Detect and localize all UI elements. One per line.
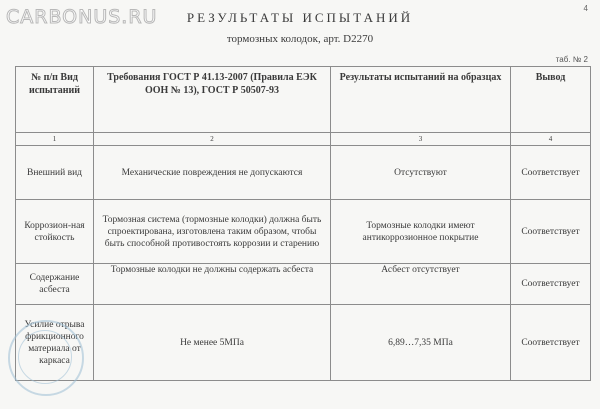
seal-stamp <box>8 320 84 396</box>
cell: Соответствует <box>511 200 591 264</box>
page-number: 4 <box>583 4 588 13</box>
column-number: 3 <box>331 133 511 146</box>
cell: Отсутствуют <box>331 146 511 200</box>
table-row <box>16 305 591 381</box>
results-table <box>15 66 591 381</box>
table-row <box>16 146 591 200</box>
column-number-row <box>16 133 591 146</box>
cell: Тормозная система (тормозные колодки) должна быть спроектирована, изготовлена таким образом, чтобы быть способной противостоять коррозии и старению <box>94 200 331 264</box>
cell: Содержание асбеста <box>16 264 94 305</box>
column-number: 1 <box>16 133 94 146</box>
cell: Тормозные колодки имеют антикоррозионное покрытие <box>331 200 511 264</box>
cell: Усилие отрыва фрикционного материала от каркаса <box>16 305 94 381</box>
header-cell: Вывод <box>511 67 591 133</box>
header-cell: № п/п Вид испытаний <box>16 67 94 133</box>
cell: Соответствует <box>511 146 591 200</box>
header-cell: Результаты испытаний на образцах <box>331 67 511 133</box>
table-label: таб. № 2 <box>555 55 588 64</box>
column-number: 4 <box>511 133 591 146</box>
document-title: РЕЗУЛЬТАТЫ ИСПЫТАНИЙ <box>186 10 414 25</box>
cell: 6,89…7,35 МПа <box>331 305 511 381</box>
cell: Не менее 5МПа <box>94 305 331 381</box>
cell: Тормозные колодки не должны содержать асбеста <box>94 264 331 305</box>
document-subtitle: тормозных колодок, арт. D2270 <box>226 33 374 45</box>
watermark: CARBONUS.RU <box>6 6 158 28</box>
cell: Механические повреждения не допускаются <box>94 146 331 200</box>
cell: Асбест отсутствует <box>331 264 511 305</box>
cell: Коррозион-ная стойкость <box>16 200 94 264</box>
table-row <box>16 264 591 305</box>
cell: Внешний вид <box>16 146 94 200</box>
column-number: 2 <box>94 133 331 146</box>
header-row <box>16 67 591 133</box>
header-cell: Требования ГОСТ Р 41.13-2007 (Правила ЕЭК ООН № 13), ГОСТ Р 50507-93 <box>94 67 331 133</box>
cell: Соответствует <box>511 264 591 305</box>
cell: Соответствует <box>511 305 591 381</box>
table-row <box>16 200 591 264</box>
